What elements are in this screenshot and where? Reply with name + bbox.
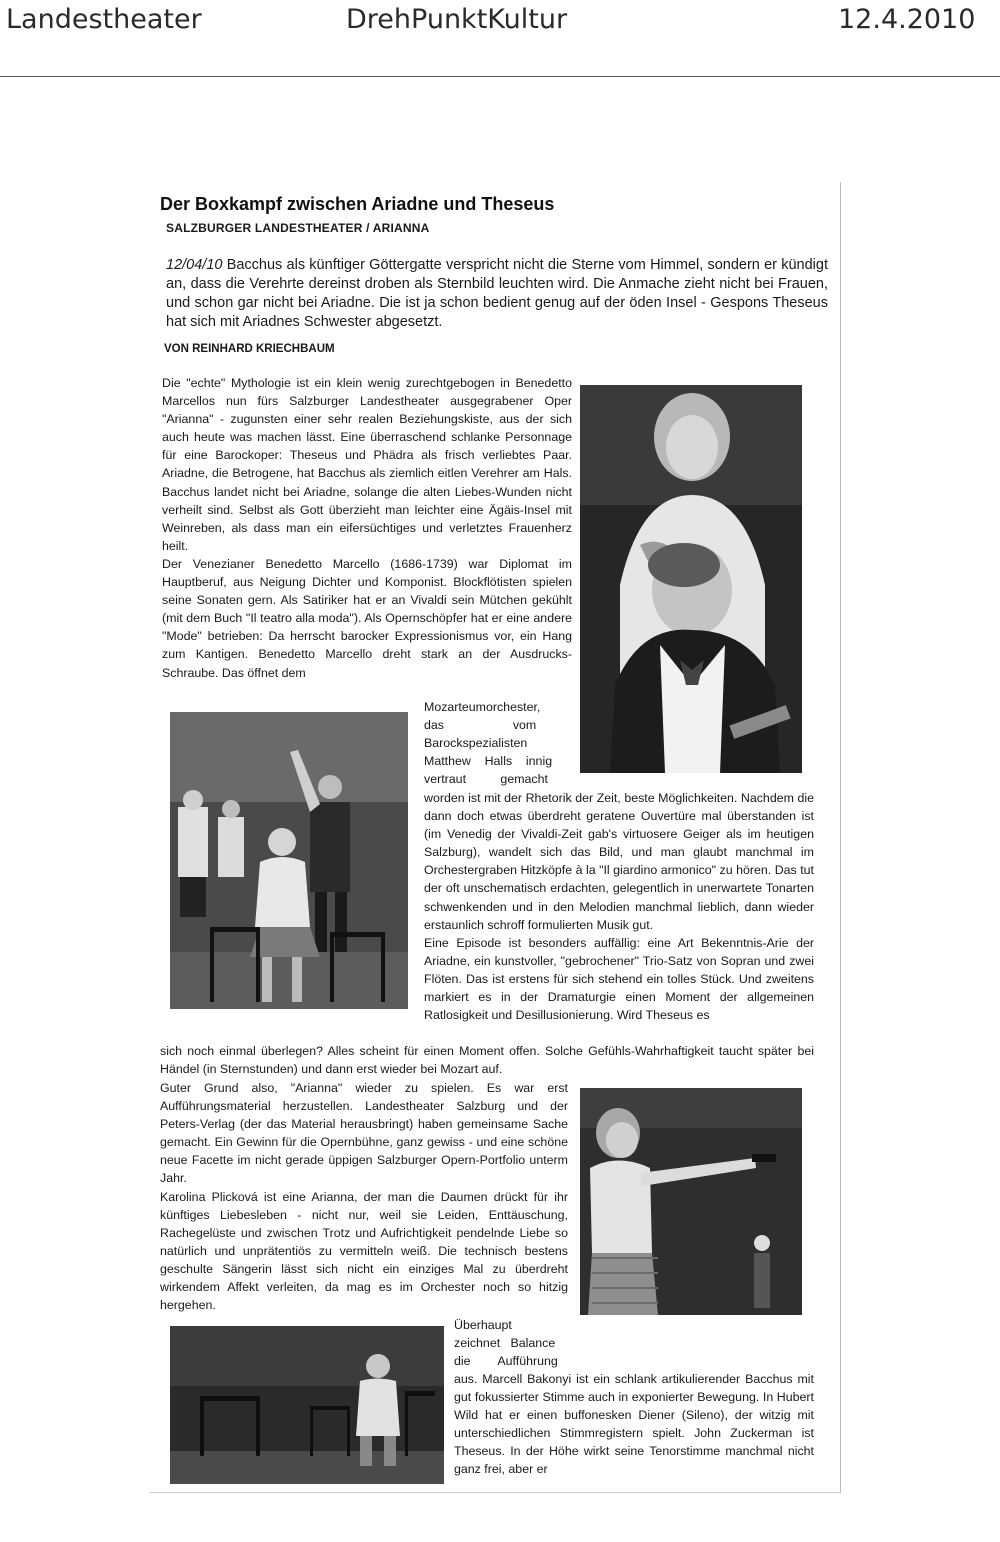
paragraph-7: aus. Marcell Bakonyi ist ein schlank artikulierender Bacchus mit gut fokussierter Stimme auch in exponierter Bewegung. In Hubert Wild hat er einen buffonesken Diener (Sileno), der witzig mit unterschiedlichen Stimmregistern spielt. John Zuckerman ist Theseus. In der Höhe wirkt seine Tenorstimme manchmal nicht ganz frei, aber er: [454, 1372, 814, 1477]
article-lead: [166, 256, 828, 332]
paragraph-2: Der Venezianer Benedetto Marcello (1686-1739) war Diplomat im Hauptberuf, aus Neigung Dichter und Komponist. Blockflötisten spielen seine Sonaten gern. Als Satiriker hat er an Vivaldi sein Mütchen gekühlt (mit dem Buch "Il teatro alla moda"). Als Opernschöpfer hat er eine andere "Mode" betrieben: Da herrscht barocker Expressionismus vor, ein Hang zum Kantigen. Benedetto Marcello dreht stark an der Ausdrucks-Schraube. Das öffnet dem: [162, 556, 572, 680]
lead-date: 12/04/10: [166, 257, 223, 273]
body-column-4: [454, 1370, 814, 1479]
body-column-1: [162, 374, 572, 682]
article-title: Der Boxkampf zwischen Ariadne und Theseus: [160, 194, 555, 214]
narrow-line-3: Barockspezialisten: [424, 736, 528, 751]
narrow-line-4: Matthew Halls innig: [424, 754, 553, 769]
paragraph-6: Karolina Plicková ist eine Arianna, der man die Daumen drückt für ihr künftiges Liebesleben - nicht nur, weil sie Leiden, Enttäuschung, Rachegelüste und zwischen Trotz und Aufrichtigkeit pendelnde Liebe so natürlich und unprätentiös zu vermitteln weiß. Die technisch bestens geschulte Sängerin lässt sich nicht ein einziges Mal zu überdreht wirkendem Affekt verleiten, da mag es im Orchester noch so hitzig hergehen.: [160, 1189, 568, 1313]
body-full-width: [160, 1042, 814, 1078]
header-source: Landestheater: [6, 4, 202, 35]
header-publication: DrehPunktKultur: [346, 4, 568, 35]
body-column-2: [424, 789, 814, 1024]
body-narrow-column-2: [454, 1316, 574, 1370]
narrow-line-2: das vom: [424, 718, 537, 733]
narrow2-line-1: Überhaupt: [454, 1318, 512, 1332]
paragraph-3: worden ist mit der Rhetorik der Zeit, beste Möglichkeiten. Nachdem die dann doch etwas überdreht geratene Ouvertüre mal überstanden ist (im Venedig der Vivaldi-Zeit gab's virtuosere Geiger als im heutigen Salzburg), wandelt sich das Bild, und man glaubt manchmal im Orchestergraben Hitzköpfe à la "Il giardino armonico" zu hören. Das tut der oft unschematisch erdachten, gelegentlich in unerwartete Tonarten schwenkenden und in den Melodien manchmal lieblich, dann wieder erstaunlich schroff formulierten Musik gut.: [424, 791, 814, 932]
paragraph-4: Eine Episode ist besonders auffällig: eine Art Bekenntnis-Arie der Ariadne, ein kunstvoller, "gebrochener" Trio-Satz von Sopran und zwei Flöten. Das ist erstens für sich stehend ein tolles Stück. Und zweitens markiert es in der Dramaturgie einen Moment der allgemeinen Ratlosigkeit und Desillusionierung. Wird Theseus es: [424, 935, 814, 1023]
article-byline: VON REINHARD KRIECHBAUM: [164, 343, 335, 355]
paragraph-5: Guter Grund also, "Arianna" wieder zu spielen. Es war erst Aufführungsmaterial herzustellen. Landestheater Salzburg und der Peters-Verlag (der das Material herausbringt) haben gemeinsame Sache gemacht. Ein Gewinn für die Opernbühne, ganz gewiss - und eine schöne neue Facette im nicht gerade üppigen Salzburger Opern-Portfolio unterm Jahr.: [160, 1081, 568, 1186]
photo-stage-ensemble: [170, 712, 408, 1009]
article-kicker: SALZBURGER LANDESTHEATER / ARIANNA: [166, 221, 430, 235]
narrow-line-5: vertraut gemacht: [424, 772, 548, 787]
photo-ariadne-theseus: [580, 385, 802, 773]
photo-bacchus-stage: [170, 1326, 444, 1484]
narrow2-line-2: zeichnet Balance: [454, 1336, 556, 1351]
narrow2-line-3: die Aufführung: [454, 1354, 558, 1369]
body-narrow-column: [424, 698, 570, 788]
body-column-3: [160, 1079, 568, 1314]
header-rule: [0, 76, 1000, 77]
photo-pistol-scene: [580, 1088, 802, 1315]
paragraph-1: Die "echte" Mythologie ist ein klein wenig zurechtgebogen in Benedetto Marcellos nun fürs Salzburger Landestheater ausgegrabener Oper "Arianna" - zugunsten einer sehr realen Beziehungskiste, aus der sich auch heute was machen lässt. Eine überraschend schlanke Personnage für eine Barockoper: Theseus und Phädra als frisch verliebtes Paar. Ariadne, die Betrogene, hat Bacchus als ziemlich eitlen Verehrer am Hals. Bacchus landet nicht bei Ariadne, solange die alten Liebes-Wunden nicht verheilt sind. Selbst als Gott überzieht man leichter eine Ägäis-Insel mit Weinreben, als dass man ein eifersüchtiges und verletztes Frauenherz heilt.: [162, 376, 572, 553]
lead-text: Bacchus als künftiger Göttergatte verspricht nicht die Sterne vom Himmel, sondern er kündigt an, dass die Verehrte dereinst droben als Sternbild leuchten wird. Die Anmache zieht nicht bei Frauen, und schon gar nicht bei Ariadne. Die ist ja schon bedient genug auf der öden Insel - Gespons Theseus hat sich mit Ariadnes Schwester abgesetzt.: [166, 257, 828, 330]
paragraph-4-continued: sich noch einmal überlegen? Alles scheint für einen Moment offen. Solche Gefühls-Wahrhaftigkeit taucht später bei Händel (in Sternstunden) und dann erst wieder bei Mozart auf.: [160, 1044, 814, 1077]
narrow-line-1: Mozarteumorchester,: [424, 700, 541, 714]
header-date: 12.4.2010: [838, 4, 976, 35]
